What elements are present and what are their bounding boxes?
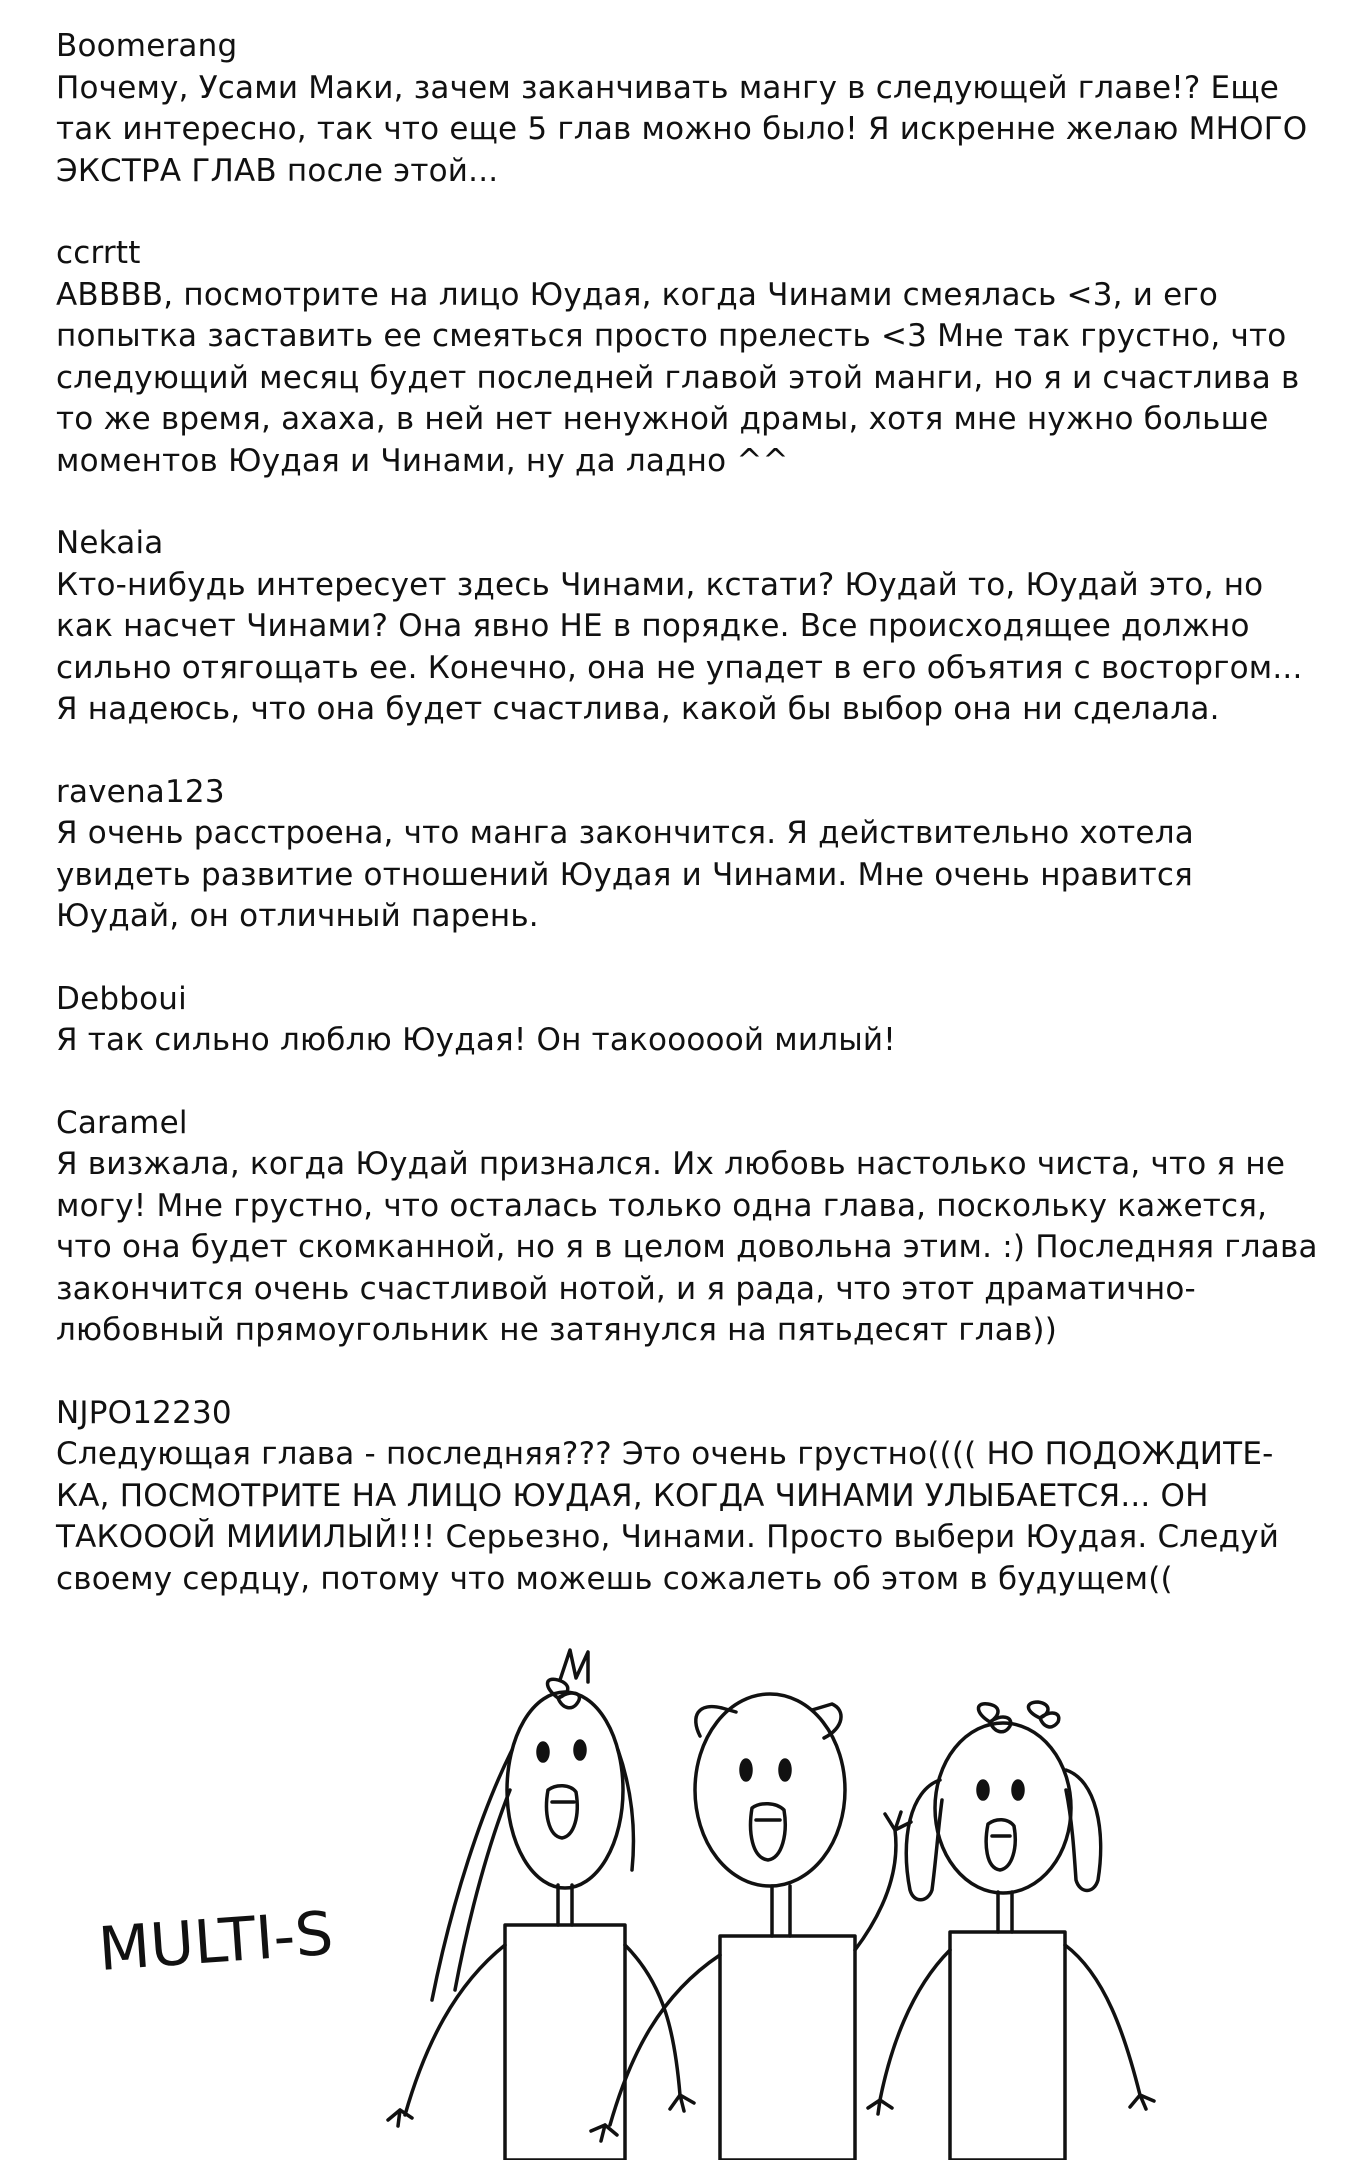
signature-text: MULTI-S [96,1898,336,1985]
comment-author: ccrrtt [56,235,141,271]
comment [56,523,1326,731]
doodle-svg [0,1640,1371,2160]
comment-text: Я очень расстроена, что манга закончится. Я действительно хотела увидеть развитие отношений Юудая и Чинами. Мне очень нравится Юудай, он отличный парень. [56,815,1194,934]
doodle-illustration [0,1640,1371,2160]
comment-author: Caramel [56,1104,188,1141]
comment-author: Debboui [56,980,187,1017]
comment [56,1103,1326,1352]
comment-text: Следующая глава - последняя??? Это очень грустно(((( НО ПОДОЖДИТЕ-КА, ПОСМОТРИТЕ НА ЛИЦО ЮУДАЯ, КОГДА ЧИНАМИ УЛЫБАЕТСЯ... ОН ТАКОООЙ МИИИЛЫЙ!!! Серьезно, Чинами. Просто выбери Юудая. Следуй своему сердцу, потому что можешь сожалеть об этом в будущем(( [56,1436,1280,1597]
doodle-figure-right [868,1702,1154,2160]
comment-author: Nekaia [56,525,164,561]
doodle-figure-left [388,1650,694,2160]
comment-list [56,26,1326,1641]
comment [56,1393,1326,1601]
comment [56,233,1326,482]
comment-text: Я визжала, когда Юудай признался. Их любовь настолько чиста, что я не могу! Мне грустно, что осталась только одна глава, поскольку кажется, что она будет скомканной, но я в целом довольна этим. :) Последняя глава закончится очень счастливой нотой, и я рада, что этот драматично-любовный прямоугольник не затянулся на пятьдесят глав)) [56,1146,1318,1348]
comment [56,979,1326,1062]
comment-text: Почему, Усами Маки, зачем заканчивать мангу в следующей главе!? Еще так интересно, так что еще 5 глав можно было! Я искренне желаю МНОГО ЭКСТРА ГЛАВ после этой... [56,69,1308,189]
comment-text: Я так сильно люблю Юудая! Он такооооой милый! [56,1022,896,1058]
comment-text: Кто-нибудь интересует здесь Чинами, кстати? Юудай то, Юудай это, но как насчет Чинами? Она явно НЕ в порядке. Все происходящее должно сильно отягощать ее. Конечно, она не упадет в его объятия с восторгом... Я надеюсь, что она будет счастлива, какой бы выбор она ни сделала. [56,566,1303,727]
doodle-figure-middle [591,1694,911,2160]
comment-author: Boomerang [56,28,238,64]
comment [56,772,1326,938]
comment [56,26,1326,192]
comment-author: ravena123 [56,773,225,810]
comment-author: NJPO12230 [56,1394,232,1431]
comment-text: АВВВВ, посмотрите на лицо Юудая, когда Чинами смеялась <3, и его попытка заставить ее смеяться просто прелесть <3 Мне так грустно, что следующий месяц будет последней главой этой манги, но я и счастлива в то же время, ахаха, в ней нет ненужной драмы, хотя мне нужно больше моментов Юудая и Чинами, ну да ладно ^^ [56,276,1300,479]
